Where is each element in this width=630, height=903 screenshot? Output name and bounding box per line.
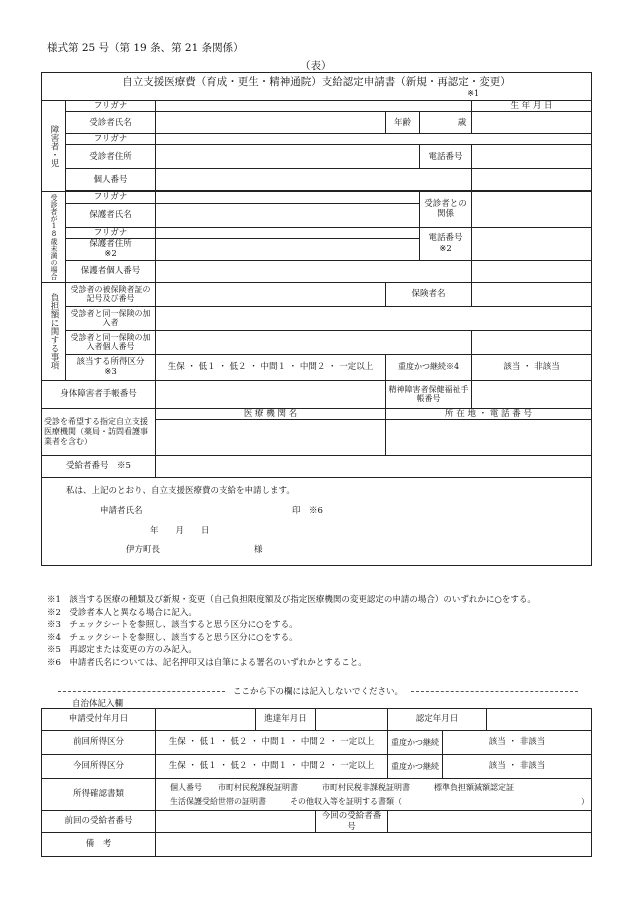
blank-cell bbox=[472, 169, 592, 191]
disability-book-field[interactable] bbox=[156, 380, 386, 408]
prev-income-label: 前回所得区分 bbox=[42, 731, 156, 755]
prev-recipient-field[interactable] bbox=[156, 811, 316, 833]
application-date-field[interactable] bbox=[156, 709, 256, 731]
municipal-table bbox=[41, 708, 592, 857]
remarks-field[interactable] bbox=[156, 833, 592, 857]
form-number: 様式第 25 号（第 19 条、第 21 条関係） bbox=[47, 42, 244, 54]
progress-date-field[interactable] bbox=[316, 709, 388, 731]
application-form bbox=[41, 72, 592, 566]
patient-address-label: 受診者住所 bbox=[66, 145, 156, 169]
patient-group-label: 障害者・児 bbox=[48, 124, 59, 168]
furigana-label: フリガナ bbox=[66, 134, 156, 145]
approval-date-field[interactable] bbox=[487, 709, 592, 731]
institution-label: 受診を希望する指定自立支援医療機関（薬局・訪問看護事業者を含む） bbox=[42, 408, 156, 455]
furigana-label: フリガナ bbox=[66, 101, 156, 112]
guardian-personal-number-field[interactable] bbox=[156, 260, 472, 282]
note-6: ※6 申請者氏名については、記名押印又は自筆による署名のいずれかとすること。 bbox=[47, 657, 367, 668]
guardian-address-furigana-field[interactable] bbox=[156, 227, 420, 238]
same-insurance-member-label: 受診者と同一保険の加入者 bbox=[66, 306, 156, 330]
burden-group-label: 負担額に関する事項 bbox=[48, 293, 59, 370]
seal-label: 印 ※6 bbox=[292, 505, 323, 516]
docs-close: ） bbox=[581, 796, 590, 806]
application-date-label: 申請受付年月日 bbox=[42, 709, 156, 731]
furigana-label: フリガナ bbox=[66, 227, 156, 238]
remarks-label: 備 考 bbox=[42, 833, 156, 857]
same-insurance-number-field[interactable] bbox=[156, 330, 472, 354]
declaration-cell bbox=[42, 477, 592, 565]
patient-furigana-field[interactable] bbox=[156, 101, 472, 112]
municipal-section-label: 自治体記入欄 bbox=[72, 699, 124, 709]
blank-cell bbox=[472, 260, 592, 282]
curr-recipient-field[interactable] bbox=[388, 811, 592, 833]
prev-recipient-label: 前回の受給者番号 bbox=[42, 811, 156, 833]
guardian-personal-number-label: 保護者個人番号 bbox=[66, 260, 156, 282]
insurer-name-label: 保険者名 bbox=[386, 282, 472, 306]
furigana-label: フリガナ bbox=[66, 192, 156, 203]
form-title-cell bbox=[42, 73, 592, 101]
recipient-number-field[interactable] bbox=[156, 455, 592, 477]
form-title: 自立支援医療費（育成・更生・精神通院）支給認定申請書（新規・再認定・変更） bbox=[122, 76, 511, 89]
income-class-label-cell bbox=[66, 354, 156, 380]
income-class-label: 該当する所得区分 bbox=[76, 357, 145, 368]
income-docs-label: 所得確認書類 bbox=[42, 779, 156, 811]
phone-label: 電話番号 bbox=[420, 145, 472, 169]
note-4: ※4 チェックシートを参照し、該当すると思う区分に○をする。 bbox=[47, 632, 298, 643]
note-3: ※3 チェックシートを参照し、該当すると思う区分に○をする。 bbox=[47, 620, 298, 630]
insurance-symbol-label: 受診者の被保険者証の記号及び番号 bbox=[66, 282, 156, 306]
note-1: ※1 該当する医療の種類及び新規・変更（自己負担限度額及び指定医療機関の変更認定の申請の場合）のいずれかに○をする。 bbox=[47, 595, 536, 605]
personal-number-label: 個人番号 bbox=[66, 169, 156, 191]
patient-phone-field[interactable] bbox=[472, 145, 592, 169]
age-label: 年齢 bbox=[386, 112, 420, 134]
minor-group-cell bbox=[42, 192, 66, 282]
mental-book-label: 精神障害者保健福祉手帳番号 bbox=[386, 380, 472, 408]
same-insurance-number-label: 受診者と同一保険の加入者個人番号 bbox=[66, 330, 156, 354]
same-insurance-member-field[interactable] bbox=[156, 306, 592, 330]
curr-recipient-label: 今回の受給者番号 bbox=[316, 811, 388, 833]
age-field[interactable] bbox=[420, 112, 472, 134]
address-furigana-field[interactable] bbox=[156, 134, 592, 145]
separator-text: ここから下の欄には記入しないでください。 bbox=[233, 687, 404, 697]
separator bbox=[58, 685, 578, 697]
insurer-name-field[interactable] bbox=[472, 282, 592, 306]
approval-date-label: 認定年月日 bbox=[388, 709, 487, 731]
personal-number-field[interactable] bbox=[156, 169, 472, 191]
severe-label: 重度かつ継続 bbox=[388, 731, 443, 755]
side-label: （表） bbox=[300, 60, 332, 72]
docs-line-2: 生活保護受給世帯の証明書 その他収入等を証明する書類（ bbox=[170, 796, 402, 806]
honorific-label: 様 bbox=[254, 544, 263, 555]
note-2: ※2 受診者本人と異なる場合に記入。 bbox=[47, 607, 197, 618]
curr-income-label: 今回所得区分 bbox=[42, 755, 156, 779]
severe-label: 重度かつ継続 bbox=[388, 755, 443, 779]
guardian-phone-field[interactable] bbox=[472, 227, 592, 260]
guardian-name-label: 保護者氏名 bbox=[66, 203, 156, 227]
birth-date-field[interactable] bbox=[472, 112, 592, 134]
relation-label: 受診者との関係 bbox=[420, 192, 472, 227]
institution-addr-col: 所 在 地 ・ 電 話 番 号 bbox=[386, 408, 592, 419]
patient-group-cell bbox=[42, 101, 66, 192]
prev-severe-options[interactable]: 該当 ・ 非該当 bbox=[443, 731, 592, 755]
patient-name-field[interactable] bbox=[156, 112, 386, 134]
mental-book-field[interactable] bbox=[472, 380, 592, 408]
recipient-number-label: 受給者番号 ※5 bbox=[42, 455, 156, 477]
age-unit: 歳 bbox=[457, 117, 467, 128]
guardian-phone-label-cell bbox=[420, 227, 472, 260]
income-options[interactable]: 生保 ・ 低１ ・ 低２ ・ 中間１ ・ 中間２ ・ 一定以上 bbox=[156, 354, 386, 380]
note-ref-1: ※1 bbox=[467, 89, 480, 98]
patient-address-field[interactable] bbox=[156, 145, 420, 169]
curr-income-options[interactable]: 生保 ・ 低１ ・ 低２ ・ 中間１ ・ 中間２ ・ 一定以上 bbox=[156, 755, 388, 779]
disability-book-label: 身体障害者手帳番号 bbox=[42, 380, 156, 408]
curr-severe-options[interactable]: 該当 ・ 非該当 bbox=[443, 755, 592, 779]
docs-line-1: 個人番号 市町村民税課税証明書 市町村民税非課税証明書 標準負担額減額認定証 bbox=[170, 782, 514, 792]
burden-group-cell bbox=[42, 282, 66, 380]
progress-date-label: 進達年月日 bbox=[256, 709, 316, 731]
guardian-furigana-field[interactable] bbox=[156, 192, 420, 203]
guardian-address-label-cell bbox=[66, 238, 156, 260]
relation-field[interactable] bbox=[472, 192, 592, 227]
patient-name-label: 受診者氏名 bbox=[66, 112, 156, 134]
date-label: 年 月 日 bbox=[150, 525, 210, 536]
blank-cell bbox=[472, 330, 592, 354]
severe-options[interactable]: 該当 ・ 非該当 bbox=[472, 354, 592, 380]
insurance-symbol-field[interactable] bbox=[156, 282, 386, 306]
institution-addr-field[interactable] bbox=[386, 419, 592, 455]
institution-name-col: 医 療 機 関 名 bbox=[156, 408, 386, 419]
severe-label: 重度かつ継続※4 bbox=[386, 354, 472, 380]
prev-income-options[interactable]: 生保 ・ 低１ ・ 低２ ・ 中間１ ・ 中間２ ・ 一定以上 bbox=[156, 731, 388, 755]
note-ref-2: ※2 bbox=[439, 243, 452, 254]
minor-group-label: 受診者が18歳未満の場合 bbox=[50, 194, 58, 281]
guardian-address-field[interactable] bbox=[156, 238, 420, 260]
declaration-text: 私は、上記のとおり、自立支援医療費の支給を申請します。 bbox=[66, 485, 295, 496]
institution-name-field[interactable] bbox=[156, 419, 386, 455]
guardian-name-field[interactable] bbox=[156, 203, 420, 227]
phone-label: 電話番号 bbox=[428, 233, 463, 244]
note-ref-2b: ※2 bbox=[104, 249, 117, 260]
note-5: ※5 再認定または変更の方のみ記入。 bbox=[47, 645, 197, 655]
addressee-label: 伊方町長 bbox=[126, 544, 161, 555]
guardian-address-label: 保護者住所 bbox=[89, 239, 132, 250]
notes-list bbox=[47, 594, 607, 669]
birth-date-label: 生 年 月 日 bbox=[472, 101, 592, 112]
note-ref-3: ※3 bbox=[104, 367, 117, 378]
applicant-name-label: 申請者氏名 bbox=[100, 505, 143, 516]
income-docs-cell bbox=[156, 779, 592, 811]
